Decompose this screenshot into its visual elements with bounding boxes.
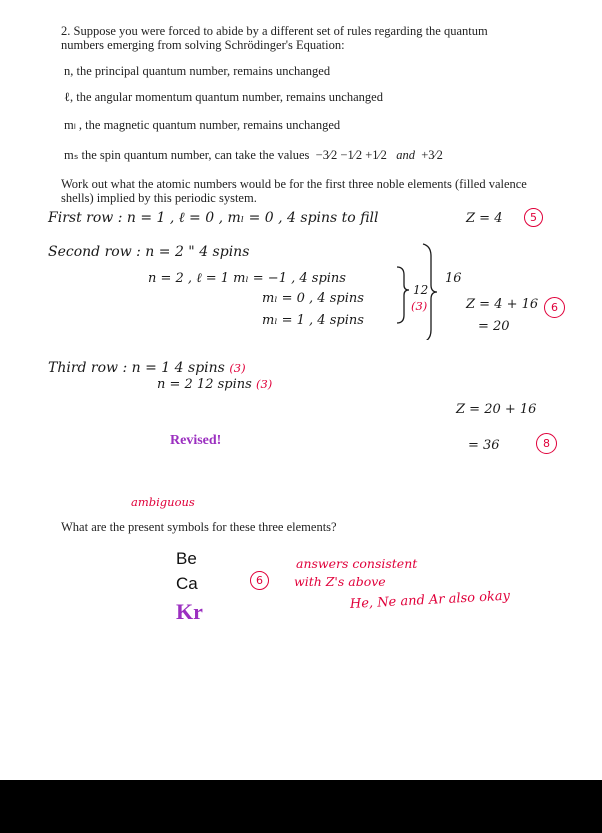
third-row-score-3b: (3) — [255, 377, 273, 391]
second-row-z2: = 20 — [478, 319, 510, 334]
element-kr: Kr — [176, 599, 203, 624]
element-be: Be — [176, 549, 197, 568]
third-row-n1 — [48, 360, 246, 376]
element-ca: Ca — [176, 574, 198, 593]
second-row-score-3: (3) — [411, 299, 428, 313]
second-row-ml-minus1: n = 2 , ℓ = 1 mₗ = −1 , 4 spins — [148, 271, 346, 286]
rule-n: n, the principal quantum number, remains unchanged — [64, 64, 331, 78]
rule-l: ℓ, the angular momentum quantum number, remains unchanged — [64, 90, 383, 104]
work-line2: shells) implied by this periodic system. — [61, 191, 257, 205]
rule-ms-and: and — [396, 148, 415, 162]
question-intro-line2: numbers emerging from solving Schrödinger's Equation: — [61, 38, 345, 52]
symbols-score: 6 — [250, 571, 269, 590]
third-row-z: Z = 20 + 16 — [456, 402, 537, 417]
work-line1: Work out what the atomic numbers would be for the first three noble elements (filled valence — [61, 177, 527, 191]
third-row-eq: = 36 — [468, 438, 500, 453]
rule-ms-values: −3⁄2 −1⁄2 +1⁄2 — [315, 148, 387, 162]
third-row-score: 8 — [536, 433, 557, 454]
question-intro-line1: 2. Suppose you were forced to abide by a different set of rules regarding the quantum — [61, 24, 488, 38]
rule-ms — [64, 147, 443, 163]
second-row-ml-0: mₗ = 0 , 4 spins — [262, 291, 364, 306]
third-row-n1-text: Third row : n = 1 4 spins — [48, 360, 225, 376]
comment-line3: He, Ne and Ar also okay — [349, 588, 511, 612]
first-row-work: First row : n = 1 , ℓ = 0 , mₗ = 0 , 4 spins to fill — [48, 210, 379, 226]
rule-ms-last: +3⁄2 — [421, 148, 443, 162]
second-row-ml-1: mₗ = 1 , 4 spins — [262, 313, 364, 328]
comment-line2: with Z's above — [294, 574, 386, 589]
second-row-12: 12 — [413, 283, 429, 297]
second-row-label: Second row : n = 2 " 4 spins — [48, 244, 250, 260]
third-row-score-3a: (3) — [229, 361, 246, 375]
second-row-16: 16 — [445, 271, 462, 286]
symbols-question: What are the present symbols for these three elements? — [61, 520, 337, 534]
second-row-score: 6 — [544, 297, 565, 318]
second-row-z1: Z = 4 + 16 — [466, 297, 539, 312]
ambiguous-note: ambiguous — [131, 495, 195, 509]
third-row-n2-text: n = 2 12 spins — [157, 377, 252, 392]
revised-note: Revised! — [170, 433, 222, 448]
first-row-score: 5 — [524, 208, 543, 227]
rule-ms-prefix: mₛ the spin quantum number, can take the values — [64, 148, 310, 162]
third-row-n2 — [157, 377, 272, 392]
rule-ml: mₗ , the magnetic quantum number, remains unchanged — [64, 118, 341, 132]
comment-line1: answers consistent — [296, 556, 418, 571]
first-row-z: Z = 4 — [466, 211, 503, 226]
